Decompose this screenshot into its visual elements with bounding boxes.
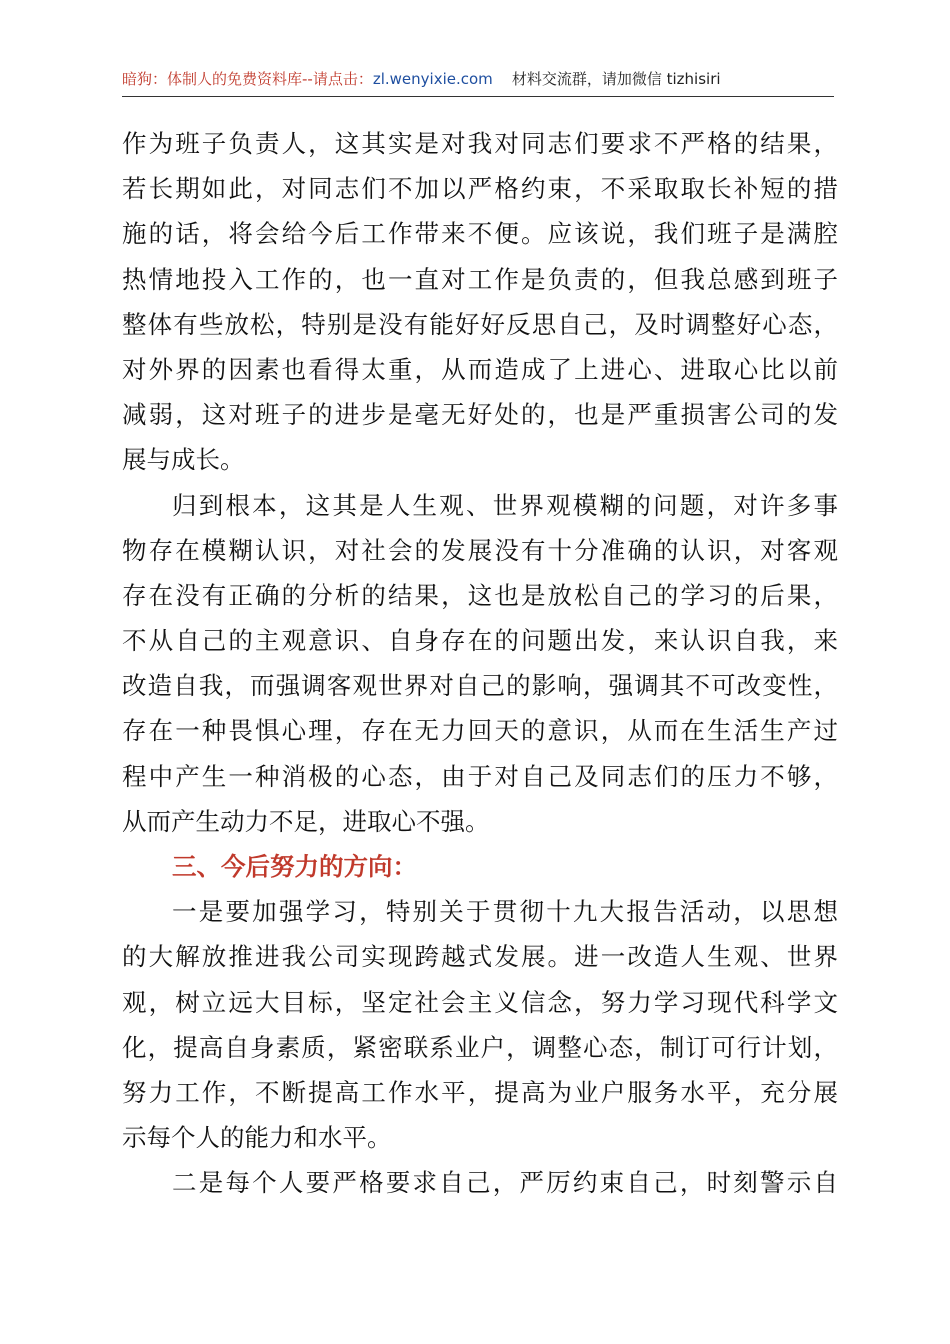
paragraph-2-line-6: 存在一种畏惧心理，存在无力回天的意识，从而在生活生产过	[122, 716, 838, 746]
paragraph-4	[122, 1160, 838, 1205]
header-wechat-note: 材料交流群，请加微信 tizhisiri	[511, 70, 721, 88]
page-header	[122, 62, 834, 96]
paragraph-3-line-3: 观，树立远大目标，坚定社会主义信念，努力学习现代科学文	[122, 987, 838, 1017]
paragraph-1-line-4: 热情地投入工作的，也一直对工作是负责的，但我总感到班子	[122, 264, 838, 294]
header-url-link[interactable]: zl.wenyixie.com	[372, 70, 493, 88]
paragraph-1	[122, 121, 838, 483]
paragraph-2-line-5: 改造自我，而强调客观世界对自己的影响，强调其不可改变性，	[122, 671, 838, 701]
paragraph-1-line-5: 整体有些放松，特别是没有能好好反思自己，及时调整好心态，	[122, 309, 838, 339]
section-heading: 三、今后努力的方向：	[172, 852, 417, 881]
paragraph-2-line-7: 程中产生一种消极的心态，由于对自己及同志们的压力不够，	[122, 761, 838, 791]
paragraph-2-line-3: 存在没有正确的分析的结果，这也是放松自己的学习的后果，	[122, 580, 838, 610]
paragraph-1-line-8: 展与成长。	[122, 445, 245, 475]
paragraph-3-line-6: 示每个人的能力和水平。	[122, 1123, 392, 1153]
document-body	[122, 121, 838, 1206]
paragraph-1-line-7: 减弱，这对班子的进步是毫无好处的，也是严重损害公司的发	[122, 400, 838, 430]
paragraph-2-line-8: 从而产生动力不足，进取心不强。	[122, 806, 490, 836]
paragraph-2-line-4: 不从自己的主观意识、自身存在的问题出发，来认识自我，来	[122, 626, 838, 656]
paragraph-4-line-1: 二是每个人要严格要求自己，严厉约束自己，时刻警示自	[172, 1168, 838, 1198]
paragraph-1-line-2: 若长期如此，对同志们不加以严格约束，不采取取长补短的措	[122, 174, 838, 204]
paragraph-3	[122, 889, 838, 1160]
paragraph-1-line-3: 施的话，将会给今后工作带来不便。应该说，我们班子是满腔	[122, 219, 838, 249]
paragraph-3-line-2: 的大解放推进我公司实现跨越式发展。进一改造人生观、世界	[122, 942, 838, 972]
paragraph-1-line-1: 作为班子负责人，这其实是对我对同志们要求不严格的结果，	[122, 129, 838, 158]
paragraph-2	[122, 483, 838, 845]
header-divider	[122, 96, 834, 97]
paragraph-1-line-6: 对外界的因素也看得太重，从而造成了上进心、进取心比以前	[122, 354, 838, 384]
paragraph-3-line-4: 化，提高自身素质，紧密联系业户，调整心态，制订可行计划，	[122, 1032, 838, 1062]
header-site-name: 暗狗：体制人的免费资料库	[122, 70, 303, 88]
paragraph-2-line-2: 物存在模糊认识，对社会的发展没有十分准确的认识，对客观	[122, 535, 838, 565]
paragraph-3-line-5: 努力工作，不断提高工作水平，提高为业户服务水平，充分展	[122, 1077, 838, 1107]
header-click-prompt: --请点击：	[302, 70, 373, 88]
paragraph-3-line-1: 一是要加强学习，特别关于贯彻十九大报告活动，以思想	[172, 897, 838, 927]
paragraph-2-line-1: 归到根本，这其是人生观、世界观模糊的问题，对许多事	[172, 490, 838, 520]
